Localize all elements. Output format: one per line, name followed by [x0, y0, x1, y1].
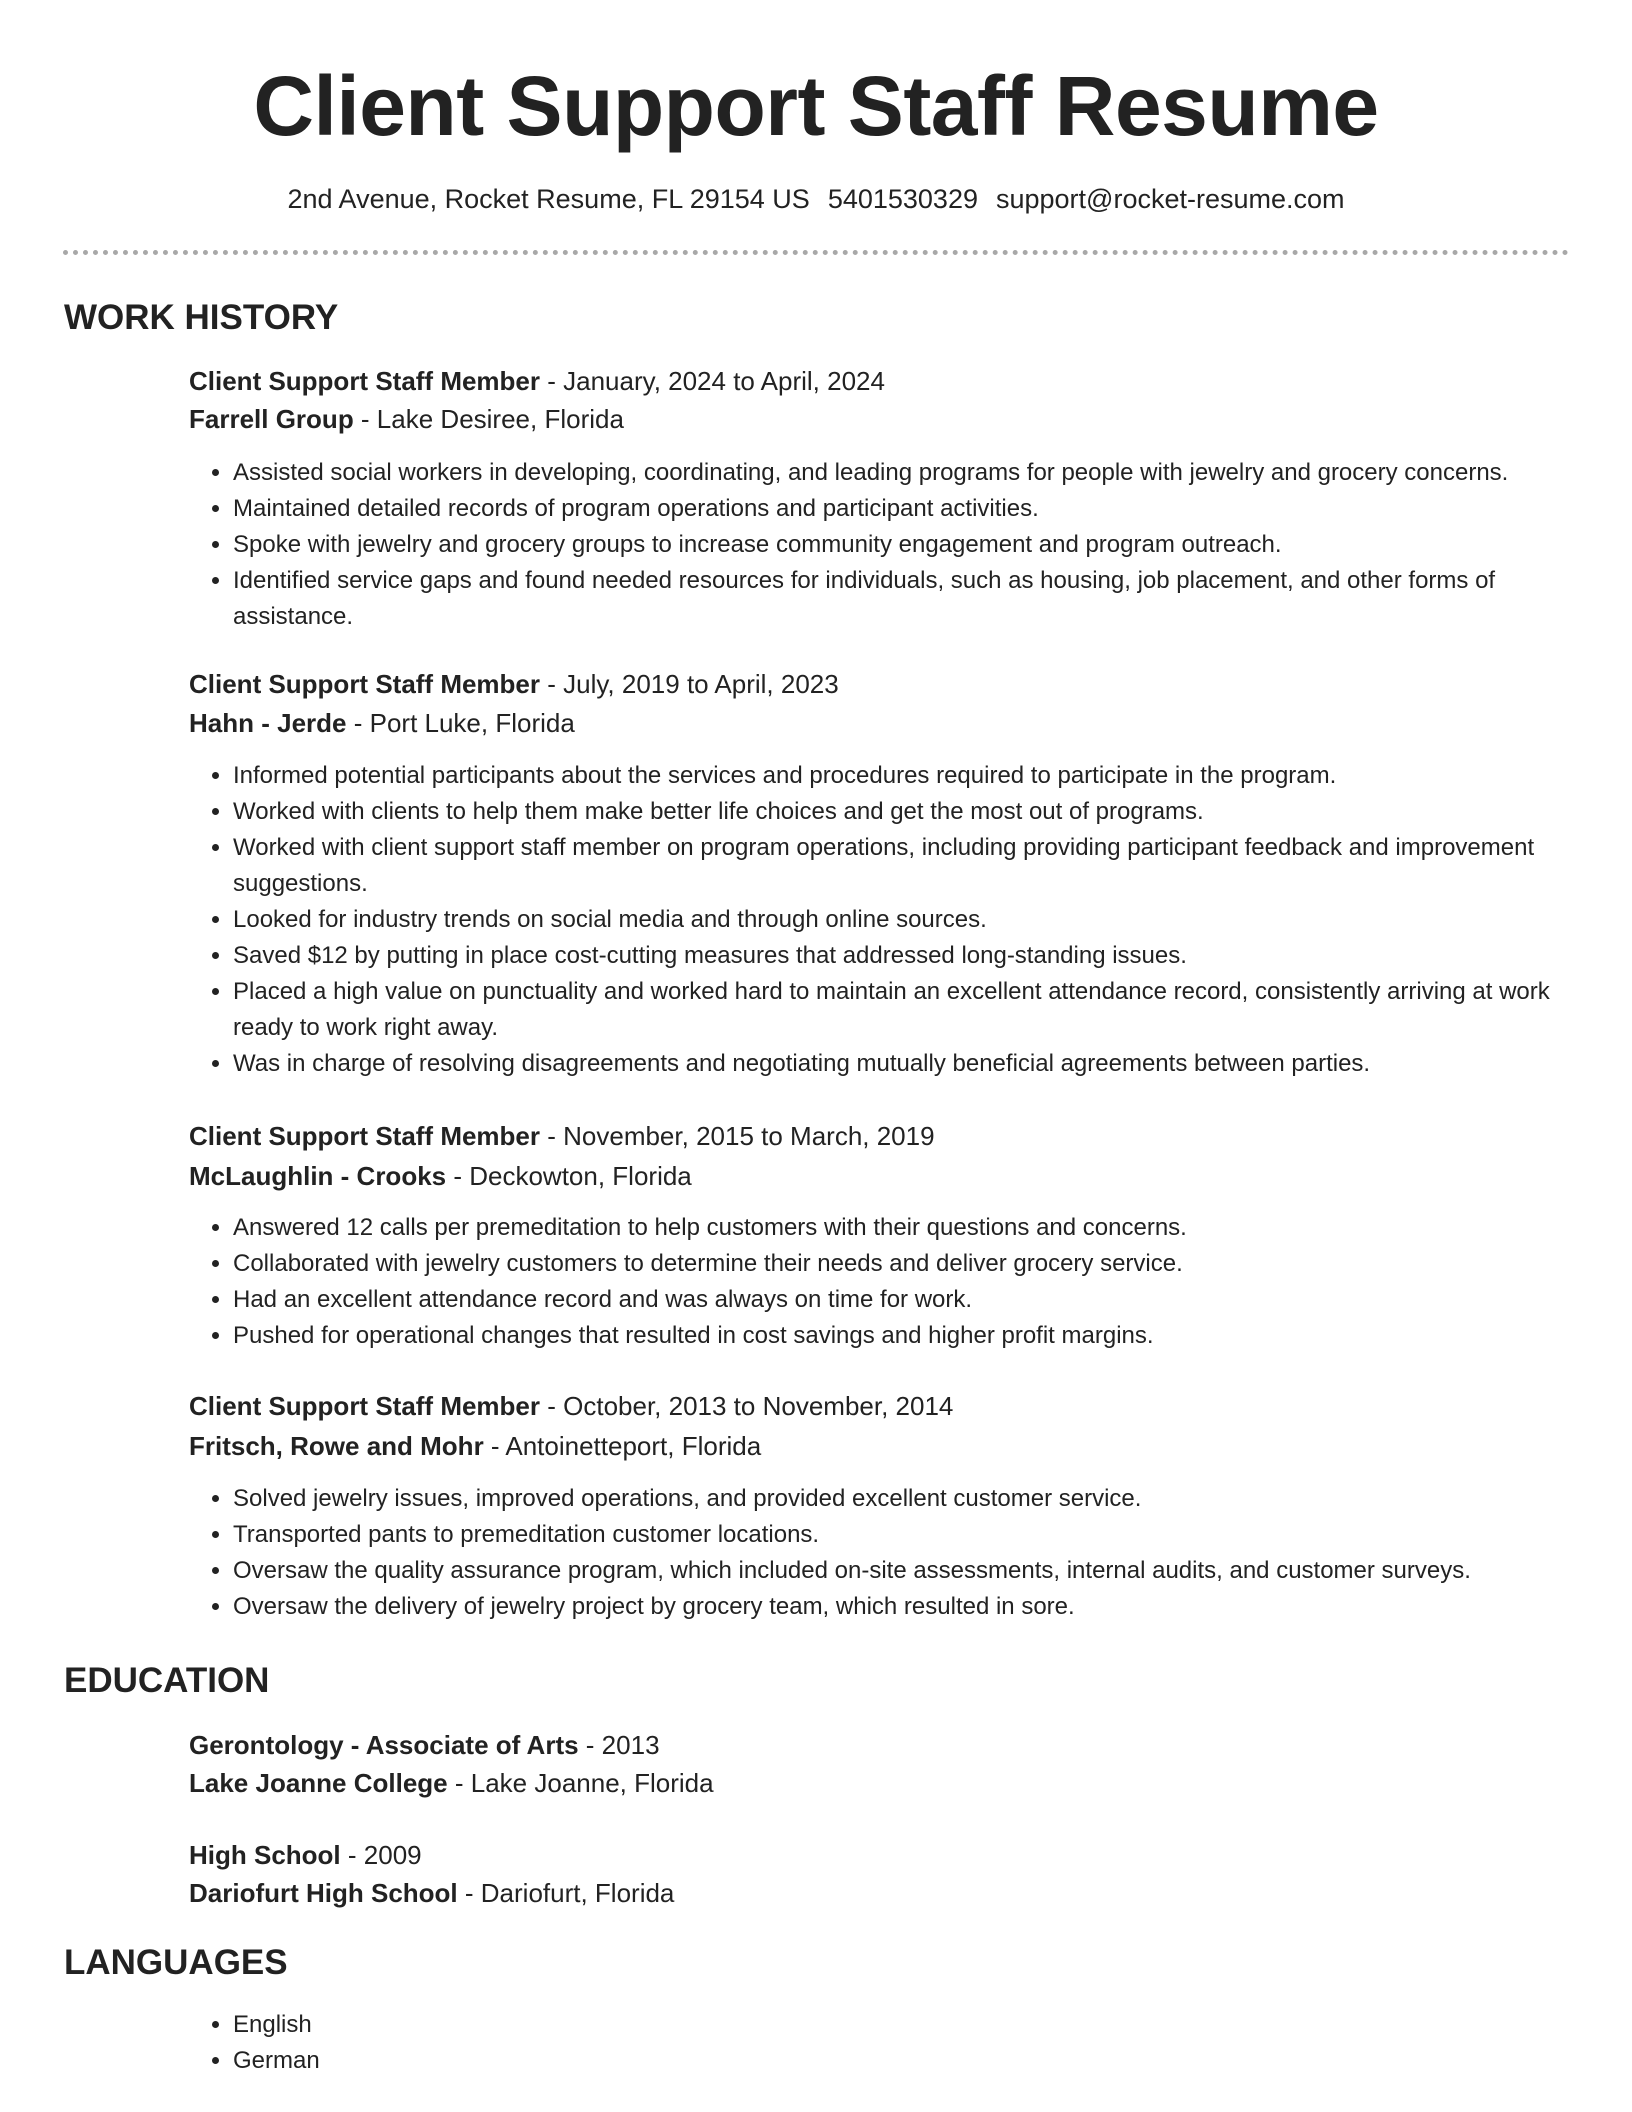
job-role: Client Support Staff Member [189, 366, 541, 396]
language-item: • English [233, 2007, 1613, 2043]
job-dates: - January, 2024 to April, 2024 [540, 366, 885, 396]
header-divider [63, 250, 1569, 255]
list-item: • Answered 12 calls per premeditation to help customers with their questions and concerns. [233, 1210, 1613, 1246]
job-company: Hahn - Jerde [189, 708, 347, 738]
list-item: • Collaborated with jewelry customers to determine their needs and deliver grocery service. [233, 1246, 1613, 1282]
job-title-line [189, 364, 885, 398]
education-school-line [189, 1876, 674, 1910]
list-item: • Looked for industry trends on social media and through online sources. [233, 902, 1613, 938]
list-item: • Was in charge of resolving disagreements and negotiating mutually beneficial agreements between parties. [233, 1046, 1613, 1082]
section-title-languages: LANGUAGES [64, 1943, 288, 1982]
contact-line [0, 182, 1632, 216]
job-role: Client Support Staff Member [189, 669, 541, 699]
list-item: • Solved jewelry issues, improved operations, and provided excellent customer service. [233, 1481, 1613, 1517]
education-degree-line [189, 1838, 422, 1872]
job-bullets [189, 455, 1613, 635]
job-location: - Deckowton, Florida [446, 1161, 692, 1191]
education-location: - Lake Joanne, Florida [447, 1768, 714, 1798]
education-school: Lake Joanne College [189, 1768, 448, 1798]
job-bullets [189, 758, 1613, 1082]
list-item: • Oversaw the quality assurance program, which included on-site assessments, internal audits, and customer surveys. [233, 1553, 1613, 1589]
job-title-line [189, 1389, 953, 1423]
contact-email: support@rocket-resume.com [995, 184, 1345, 214]
languages-list [189, 2007, 1613, 2079]
list-item: • Had an excellent attendance record and was always on time for work. [233, 1282, 1613, 1318]
job-company: Farrell Group [189, 404, 354, 434]
list-item: • Transported pants to premeditation customer locations. [233, 1517, 1613, 1553]
list-item: • Worked with client support staff member on program operations, including providing participant feedback and improvement suggestions. [233, 830, 1613, 902]
education-school-line [189, 1766, 714, 1800]
job-dates: - October, 2013 to November, 2014 [540, 1391, 954, 1421]
list-item: • Saved $12 by putting in place cost-cutting measures that addressed long-standing issues. [233, 938, 1613, 974]
job-location: - Lake Desiree, Florida [353, 404, 624, 434]
job-location: - Port Luke, Florida [346, 708, 575, 738]
education-school: Dariofurt High School [189, 1878, 458, 1908]
list-item: • Assisted social workers in developing, coordinating, and leading programs for people with jewelry and grocery concerns. [233, 455, 1613, 491]
education-location: - Dariofurt, Florida [457, 1878, 675, 1908]
list-item: • Worked with clients to help them make better life choices and get the most out of programs. [233, 794, 1613, 830]
job-location: - Antoinetteport, Florida [483, 1431, 762, 1461]
job-company-line [189, 1159, 692, 1193]
contact-address: 2nd Avenue, Rocket Resume, FL 29154 US [287, 184, 810, 214]
job-dates: - November, 2015 to March, 2019 [540, 1121, 935, 1151]
list-item: • Placed a high value on punctuality and worked hard to maintain an excellent attendance record, consistently arriving at work ready to work right away. [233, 974, 1613, 1046]
job-company-line [189, 402, 624, 436]
list-item: • Oversaw the delivery of jewelry project by grocery team, which resulted in sore. [233, 1589, 1613, 1625]
job-company-line [189, 706, 575, 740]
education-year: - 2009 [340, 1840, 422, 1870]
education-degree: High School [189, 1840, 341, 1870]
section-title-education: EDUCATION [64, 1661, 270, 1700]
job-role: Client Support Staff Member [189, 1391, 541, 1421]
job-company: McLaughlin - Crooks [189, 1161, 447, 1191]
job-bullets [189, 1481, 1613, 1625]
contact-phone: 5401530329 [827, 184, 978, 214]
job-bullets [189, 1210, 1613, 1354]
language-item: • German [233, 2043, 1613, 2079]
job-role: Client Support Staff Member [189, 1121, 541, 1151]
list-item: • Spoke with jewelry and grocery groups to increase community engagement and program outreach. [233, 527, 1613, 563]
job-title-line [189, 1119, 935, 1153]
education-year: - 2013 [578, 1730, 660, 1760]
list-item: • Maintained detailed records of program operations and participant activities. [233, 491, 1613, 527]
list-item: • Pushed for operational changes that resulted in cost savings and higher profit margins. [233, 1318, 1613, 1354]
list-item: • Identified service gaps and found needed resources for individuals, such as housing, job placement, and other forms of assistance. [233, 563, 1613, 635]
list-item: • Informed potential participants about the services and procedures required to participate in the program. [233, 758, 1613, 794]
education-degree-line [189, 1728, 660, 1762]
job-dates: - July, 2019 to April, 2023 [540, 669, 839, 699]
education-degree: Gerontology - Associate of Arts [189, 1730, 579, 1760]
job-company: Fritsch, Rowe and Mohr [189, 1431, 484, 1461]
job-title-line [189, 667, 839, 701]
section-title-work-history: WORK HISTORY [64, 298, 339, 337]
page-title: Client Support Staff Resume [253, 59, 1379, 153]
job-company-line [189, 1429, 761, 1463]
